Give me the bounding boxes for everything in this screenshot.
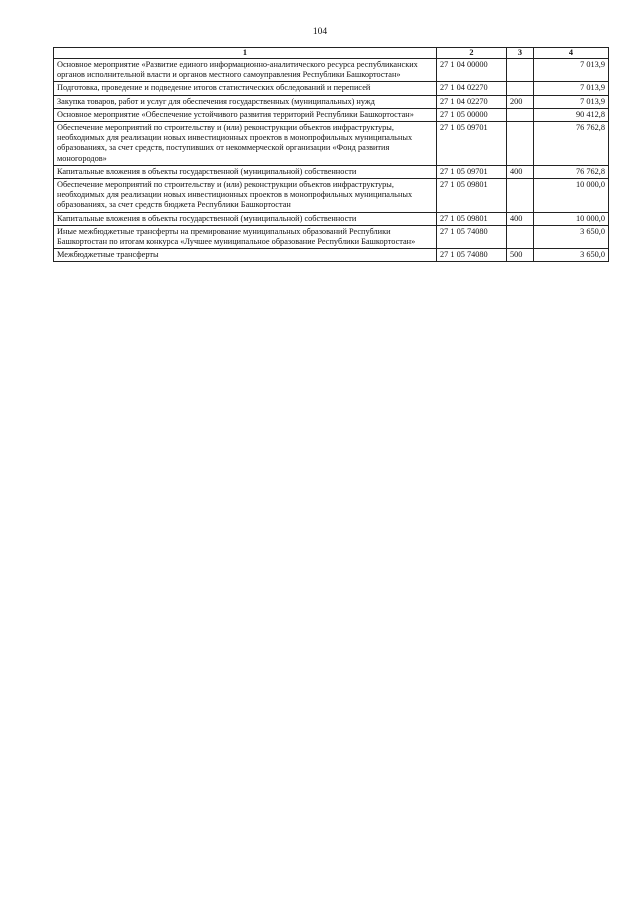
- row-sum: 10 000,0: [534, 212, 609, 225]
- row-code: 27 1 05 09801: [437, 179, 507, 213]
- table-row: [54, 212, 609, 225]
- page-number: 104: [312, 27, 328, 37]
- row-sum: 76 762,8: [534, 165, 609, 178]
- row-sum: 3 650,0: [534, 249, 609, 262]
- row-name: Основное мероприятие «Развитие единого информационно-аналитического ресурса республиканских органов исполнительной власти и органов местного самоуправления Республики Башкортостан»: [54, 59, 437, 82]
- row-name: Подготовка, проведение и подведение итогов статистических обследований и переписей: [54, 82, 437, 95]
- row-code: 27 1 04 02270: [437, 95, 507, 108]
- table-header-row: [54, 48, 609, 59]
- table-row: [54, 225, 609, 248]
- row-name: Обеспечение мероприятий по строительству и (или) реконструкции объектов инфраструктуры, необходимых для реализации новых инвестиционных проектов в монопрофильных муниципальных образованиях, за счет средств бюджета Республики Башкортостан: [54, 179, 437, 213]
- header-col-4: 4: [534, 48, 609, 59]
- row-sum: 76 762,8: [534, 122, 609, 166]
- row-code: 27 1 05 09701: [437, 122, 507, 166]
- table-row: [54, 122, 609, 166]
- row-sum: 10 000,0: [534, 179, 609, 213]
- row-sum: 3 650,0: [534, 225, 609, 248]
- row-code: 27 1 05 09801: [437, 212, 507, 225]
- row-name: Капитальные вложения в объекты государственной (муниципальной) собственности: [54, 165, 437, 178]
- table-row: [54, 82, 609, 95]
- row-type: [507, 122, 534, 166]
- budget-table: [53, 47, 609, 262]
- row-type: [507, 108, 534, 121]
- row-type: [507, 179, 534, 213]
- table-row: [54, 95, 609, 108]
- row-sum: 7 013,9: [534, 82, 609, 95]
- row-name: Межбюджетные трансферты: [54, 249, 437, 262]
- row-sum: 7 013,9: [534, 95, 609, 108]
- row-code: 27 1 05 09701: [437, 165, 507, 178]
- row-type: [507, 225, 534, 248]
- row-type: 500: [507, 249, 534, 262]
- row-name: Обеспечение мероприятий по строительству и (или) реконструкции объектов инфраструктуры, необходимых для реализации новых инвестиционных проектов в монопрофильных муниципальных образованиях, за счет средств, поступивших от некоммерческой организации «Фонд развития моногородов»: [54, 122, 437, 166]
- row-code: 27 1 04 02270: [437, 82, 507, 95]
- header-col-1: 1: [54, 48, 437, 59]
- row-name: Иные межбюджетные трансферты на премирование муниципальных образований Республики Башкортостан по итогам конкурса «Лучшее муниципальное образование Республики Башкортостан»: [54, 225, 437, 248]
- table-row: [54, 59, 609, 82]
- row-type: 400: [507, 165, 534, 178]
- table-row: [54, 179, 609, 213]
- row-name: Капитальные вложения в объекты государственной (муниципальной) собственности: [54, 212, 437, 225]
- table-row: [54, 249, 609, 262]
- row-code: 27 1 05 74080: [437, 225, 507, 248]
- row-sum: 7 013,9: [534, 59, 609, 82]
- row-type: [507, 82, 534, 95]
- header-col-3: 3: [507, 48, 534, 59]
- row-code: 27 1 04 00000: [437, 59, 507, 82]
- header-col-2: 2: [437, 48, 507, 59]
- row-type: 400: [507, 212, 534, 225]
- row-sum: 90 412,8: [534, 108, 609, 121]
- table-row: [54, 108, 609, 121]
- row-code: 27 1 05 00000: [437, 108, 507, 121]
- table-row: [54, 165, 609, 178]
- row-type: 200: [507, 95, 534, 108]
- row-code: 27 1 05 74080: [437, 249, 507, 262]
- row-name: Закупка товаров, работ и услуг для обеспечения государственных (муниципальных) нужд: [54, 95, 437, 108]
- row-type: [507, 59, 534, 82]
- row-name: Основное мероприятие «Обеспечение устойчивого развития территорий Республики Башкортостан»: [54, 108, 437, 121]
